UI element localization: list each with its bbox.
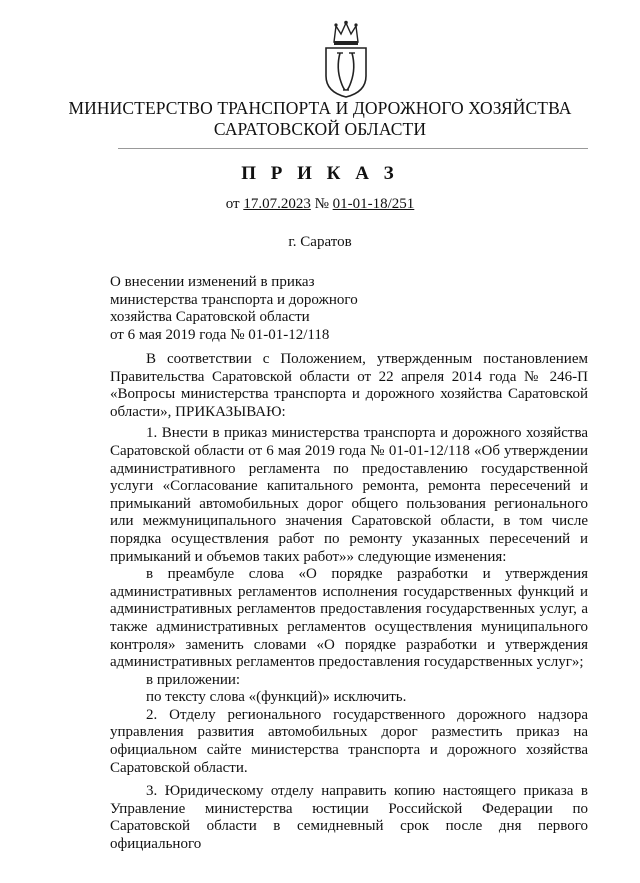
order-subject <box>110 274 440 344</box>
order-date: 17.07.2023 <box>243 196 311 212</box>
order-number: 01-01-18/251 <box>332 196 415 212</box>
order-date-number <box>0 196 640 213</box>
item-1-paragraph: 1. Внести в приказ министерства транспорта и дорожного хозяйства Саратовской области от 6 мая 2019 года № 01-01-12/118 «Об утверждении административного регламента по предоставлению государственной услуги «Согласование капитального ремонта, ремонта пересечений и примыканий автомобильных дорог общего пользования регионального или межмуниципального значения Саратовской области, в том числе порядка осуществления работ по ремонту указанных пересечений и примыканий и объемов таких работ»» следующие изменения: <box>110 425 588 565</box>
preamble-change-paragraph: в преамбуле слова «О порядке разработки и утверждения административных регламентов исполнения государственных функций и административных регламентов предоставления государственных услуг, а также административных регламентов осуществления муниципального контроля» заменить словами «О порядке разработки и утверждения административных регламентов предоставления государственных услуг»; <box>110 566 588 671</box>
item-2-paragraph: 2. Отделу регионального государственного дорожного надзора управления развития автомобильных дорог разместить приказ на официальном сайте министерства транспорта и дорожного хозяйства Саратовской области. <box>110 706 588 776</box>
ministry-name-line2: САРАТОВСКОЙ ОБЛАСТИ <box>213 119 427 139</box>
subject-line: хозяйства Саратовской области <box>110 309 310 325</box>
preamble-paragraph: В соответствии с Положением, утвержденным постановлением Правительства Саратовской области от 22 апреля 2014 года № 246-П «Вопросы министерства транспорта и дорожного хозяйства Саратовской области», ПРИКАЗЫВАЮ: <box>110 351 588 420</box>
coat-of-arms-icon <box>323 20 369 98</box>
appendix-change-paragraph: по тексту слова «(функций)» исключить. <box>146 689 407 706</box>
item-3-paragraph: 3. Юридическому отделу направить копию настоящего приказа в Управление министерства юстиции Российской Федерации по Саратовской области в семидневный срок после дня первого официального <box>110 783 588 853</box>
order-body <box>110 351 588 854</box>
city: г. Саратов <box>288 234 352 250</box>
order-title: П Р И К А З <box>241 163 399 184</box>
subject-line: О внесении изменений в приказ <box>110 274 315 290</box>
date-prefix: от <box>225 196 240 212</box>
ministry-name-line1: МИНИСТЕРСТВО ТРАНСПОРТА И ДОРОЖНОГО ХОЗЯЙСТВА <box>68 98 572 118</box>
subject-line: министерства транспорта и дорожного <box>110 291 358 308</box>
subject-line: от 6 мая 2019 года № 01-01-12/118 <box>110 326 330 343</box>
header-divider <box>118 148 588 149</box>
number-prefix: № <box>314 196 329 212</box>
appendix-paragraph: в приложении: <box>146 671 241 688</box>
